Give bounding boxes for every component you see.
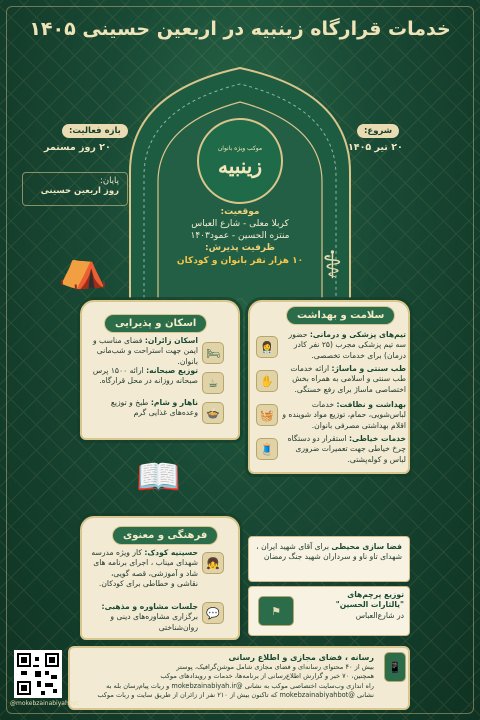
- qr-code[interactable]: [14, 650, 62, 698]
- health-item-1: تیم‌های پزشکی و درمانی: حضور سه تیم پزشکی مجرب (۲۵ نفر کادر درمان) برای خدمات تخصصی.: [288, 330, 406, 360]
- logo-emblem: [197, 118, 283, 204]
- logo-name: زینبیه: [217, 153, 263, 178]
- capacity-label: ظرفیت پذیرش:: [205, 243, 275, 254]
- logo-subtitle: موکب ویژه بانوان: [217, 144, 263, 152]
- breakfast-icon: ☕: [202, 372, 224, 394]
- counseling-icon: 💬: [202, 602, 224, 624]
- location-line1: کربلا معلی - شارع العباس: [191, 219, 289, 230]
- poster-title: خدمات قرارگاه زینبیه در اربعین حسینی ۱۴۰۵: [29, 18, 451, 40]
- flag-icon: ⚑: [258, 596, 294, 626]
- quran-stand-icon: 📖: [136, 457, 181, 498]
- caduceus-icon: ⚕: [322, 243, 343, 287]
- hosting-item-2: توزیع صبحانه: ارائه ۱۵۰۰ پرس صبحانه روزانه در محل قرارگاه.: [92, 366, 198, 386]
- capacity-value: ۱۰ هزار نفر بانوان و کودکان: [176, 255, 304, 266]
- health-title: سلامت و بهداشت: [286, 306, 395, 325]
- tent-icon: ⛺: [58, 245, 108, 291]
- health-item-3: بهداشت و نظافت: خدمات لباس‌شویی، حمام، توزیع مواد شوینده و اقلام بهداشتی مصرفی بانوان.: [282, 400, 406, 430]
- culture-item-1: حسینیه کودک: کار ویژه مدرسه شهدای میناب ، اجرای برنامه های شاد و آموزشی، قصه گویی، نقاشی و خطاطی برای کودکان.: [91, 548, 198, 588]
- end-label: پایان:: [99, 176, 119, 186]
- start-label: شروع:: [357, 124, 399, 138]
- end-box: [22, 172, 128, 206]
- medical-team-icon: 👩‍⚕: [256, 336, 278, 358]
- children-icon: 👧: [202, 552, 224, 574]
- duration-value: ۲۰ روز مستمر: [44, 142, 111, 153]
- sewing-machine-icon: 🧵: [256, 438, 278, 460]
- footer-line3: راه اندازی وب‌سایت اختصاصی موکب به نشانی @mokebzainabiyah.ir و ربات پیام‌رسان بله به: [106, 681, 374, 690]
- footer-line1: بیش از ۴۰ محتوای رسانه‌ای و فضای مجازی شامل موشن‌گرافیک، پوستر: [176, 663, 374, 672]
- footer-title: رسانه ، فضای مجازی و اطلاع رسانی: [228, 653, 374, 662]
- location-line2: منتزه الحسین - عمود۱۴۰۳: [190, 231, 290, 242]
- hosting-item-3: ناهار و شام: طبخ و توزیع وعده‌های غذایی گرم: [110, 398, 198, 418]
- culture-title: فرهنگی و معنوی: [112, 526, 218, 545]
- location-block: [160, 206, 320, 267]
- hosting-item-1: اسکان زائران: فضای مناسب و ایمن جهت استراحت و شب‌مانی بانوان.: [92, 336, 198, 366]
- start-value: ۲۰ تیر ۱۴۰۵: [348, 142, 403, 153]
- pot-icon: 🍲: [202, 402, 224, 424]
- health-item-4: خدمات خیاطی: استقرار دو دستگاه چرخ خیاطی جهت تعمیرات ضروری لباس و کوله‌پشتی.: [287, 434, 406, 464]
- bed-icon: 🛏: [202, 342, 224, 364]
- culture-item-2: جلسات مشاوره و مذهبی: برگزاری مشاوره‌های دینی و روان‌شناختی: [101, 602, 198, 632]
- phone-icon: 📱: [384, 652, 406, 682]
- health-item-2: طب سنتی و ماساژ: ارائه خدمات طب سنتی و اسلامی به همراه بخش اختصاصی ماساژ برای رفع خستگی.: [290, 364, 406, 394]
- flags-item: توزیع پرچم‌های "یالثارات الحسین" در شارع‌العباس: [335, 590, 404, 620]
- environment-item: فضا سازی محیطی برای آقای شهید ایران ، شهدای تاو ناو و سرداران شهید جنگ رمضان: [256, 542, 402, 562]
- footer-line4: نشانی @mokebzainabiyahbot که تاکنون بیش از ۲۱۰ نفر از زائران از طریق سایت و ربات موکب: [97, 690, 374, 699]
- footer-line2: همچنین، ۷۰ خبر و گزارش اطلاع‌رسانی از برنامه‌ها، خدمات و رویدادهای موکب: [160, 672, 374, 681]
- massage-icon: ✋: [256, 370, 278, 392]
- hosting-title: اسکان و پذیرایی: [104, 314, 207, 333]
- laundry-icon: 🧺: [256, 404, 278, 426]
- media-footer: [68, 646, 410, 710]
- duration-label: بازه فعالیت:: [62, 124, 128, 138]
- qr-handle: @mokebzainabiyahbot: [10, 700, 79, 707]
- end-value: روز اربعین حسینی: [40, 186, 119, 196]
- location-label: موقعیت:: [220, 207, 260, 217]
